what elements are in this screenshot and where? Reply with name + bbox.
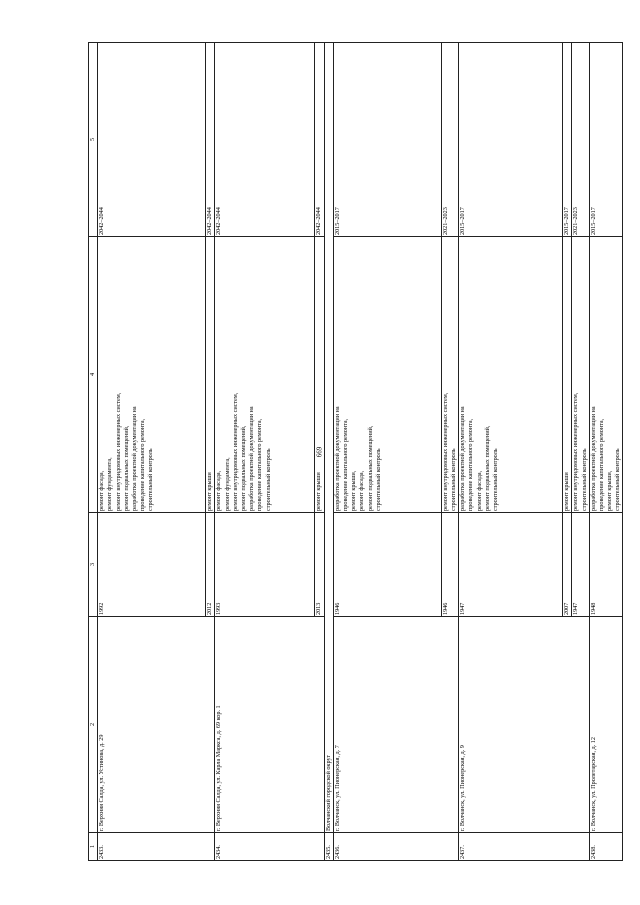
work-item: ремонт фундамента, bbox=[106, 457, 114, 511]
row-number: 2437. bbox=[459, 833, 590, 861]
year-cell: 2013 bbox=[315, 513, 324, 617]
address-cell: г. Волчанск, ул. Пионерская, д. 7 bbox=[333, 617, 458, 833]
work-item: проведение капитального ремонта, bbox=[256, 418, 264, 511]
work-item: ремонт фасада, bbox=[215, 470, 223, 511]
address-cell: г. Верхняя Салда, ул. Карла Маркса, д. 69 кор. 1 bbox=[215, 617, 324, 833]
header-cell-1: 1 bbox=[89, 833, 98, 861]
works-cell bbox=[589, 237, 623, 513]
period-cell: 2042–2044 bbox=[315, 43, 324, 237]
works-cell bbox=[98, 237, 206, 513]
work-item: ремонт подвальных помещений, bbox=[122, 425, 130, 511]
works-cell bbox=[315, 237, 324, 513]
work-item: ремонт подвальных помещений, bbox=[239, 425, 247, 511]
work-item: проведение капитального ремонта, bbox=[597, 418, 605, 511]
period-cell: 2015–2017 bbox=[563, 43, 572, 237]
header-row bbox=[89, 43, 98, 861]
rotated-page-content bbox=[88, 43, 622, 861]
work-item: разработка проектной документации на bbox=[589, 406, 597, 511]
header-cell-2: 2 bbox=[89, 617, 98, 833]
work-item: ремонт фасада, bbox=[475, 470, 483, 511]
work-item: разработка проектной документации на bbox=[130, 406, 138, 511]
work-item: ремонт крыши bbox=[315, 472, 323, 511]
work-item: строительный контроль bbox=[147, 448, 155, 511]
work-item: ремонт крыши bbox=[206, 472, 214, 511]
section-title: Волчанский городской округ bbox=[324, 43, 333, 833]
period-cell: 2021–2023 bbox=[441, 43, 458, 237]
work-item: проведение капитального ремонта, bbox=[467, 418, 475, 511]
section-row bbox=[324, 43, 333, 861]
works-cell bbox=[333, 237, 441, 513]
work-item: разработка проектной документации на bbox=[333, 406, 341, 511]
work-item: ремонт фасада, bbox=[98, 470, 106, 511]
work-item: ремонт крыши bbox=[563, 472, 571, 511]
works-cell bbox=[572, 237, 589, 513]
year-cell: 1993 bbox=[215, 513, 315, 617]
works-cell bbox=[215, 237, 315, 513]
works-cell bbox=[441, 237, 458, 513]
work-item: разработка проектной документации на bbox=[459, 406, 467, 511]
works-cell bbox=[206, 237, 215, 513]
address-cell: г. Верхняя Салда, ул. Устинова, д. 29 bbox=[98, 617, 215, 833]
period-cell: 2042–2044 bbox=[215, 43, 315, 237]
year-cell: 1947 bbox=[459, 513, 563, 617]
works-cell bbox=[459, 237, 563, 513]
year-cell: 2007 bbox=[563, 513, 572, 617]
period-cell: 2015–2017 bbox=[459, 43, 563, 237]
row-number: 2435. bbox=[324, 833, 333, 861]
period-cell: 2042–2044 bbox=[206, 43, 215, 237]
page-number: 669 bbox=[315, 446, 324, 458]
header-cell-4: 4 bbox=[89, 237, 98, 513]
work-item: ремонт фундамента, bbox=[223, 457, 231, 511]
work-item: ремонт подвальных помещений, bbox=[366, 425, 374, 511]
work-item: строительный контроль bbox=[449, 448, 457, 511]
year-cell: 1948 bbox=[589, 513, 623, 617]
work-item: ремонт внутридомовых инженерных систем, bbox=[231, 392, 239, 511]
header-cell-3: 3 bbox=[89, 513, 98, 617]
work-item: ремонт внутридомовых инженерных систем, bbox=[114, 392, 122, 511]
work-item: строительный контроль bbox=[264, 448, 272, 511]
year-cell: 1946 bbox=[333, 513, 441, 617]
table-row bbox=[98, 43, 206, 861]
work-item: строительный контроль bbox=[374, 448, 382, 511]
work-item: ремонт крыши, bbox=[606, 470, 614, 511]
work-item: строительный контроль bbox=[614, 448, 622, 511]
table-body bbox=[89, 43, 623, 861]
table-row bbox=[589, 43, 623, 861]
works-cell bbox=[563, 237, 572, 513]
header-cell-5: 5 bbox=[89, 43, 98, 237]
period-cell: 2015–2017 bbox=[589, 43, 623, 237]
year-cell: 1947 bbox=[572, 513, 589, 617]
table-row bbox=[215, 43, 315, 861]
work-item: проведение капитального ремонта, bbox=[139, 418, 147, 511]
year-cell: 1946 bbox=[441, 513, 458, 617]
table-row bbox=[459, 43, 563, 861]
year-cell: 2012 bbox=[206, 513, 215, 617]
work-item: проведение капитального ремонта, bbox=[341, 418, 349, 511]
address-cell: г. Волчанск, ул. Пионерская, д. 9 bbox=[459, 617, 590, 833]
repair-schedule-table bbox=[88, 42, 623, 861]
work-item: ремонт крыши, bbox=[350, 470, 358, 511]
row-number: 2433. bbox=[98, 833, 215, 861]
work-item: строительный контроль bbox=[580, 448, 588, 511]
work-item: разработка проектной документации на bbox=[248, 406, 256, 511]
row-number: 2434. bbox=[215, 833, 324, 861]
period-cell: 2021–2023 bbox=[572, 43, 589, 237]
row-number: 2436. bbox=[333, 833, 458, 861]
address-cell: г. Волчанск, ул. Пролетарская, д. 12 bbox=[589, 617, 623, 833]
work-item: ремонт подвальных помещений, bbox=[483, 425, 491, 511]
period-cell: 2015–2017 bbox=[333, 43, 441, 237]
work-item: ремонт фасада, bbox=[358, 470, 366, 511]
work-item: ремонт внутридомовых инженерных систем, bbox=[572, 392, 580, 511]
year-cell: 1992 bbox=[98, 513, 206, 617]
row-number: 2438. bbox=[589, 833, 623, 861]
period-cell: 2042–2044 bbox=[98, 43, 206, 237]
work-item: ремонт внутридомовых инженерных систем, bbox=[441, 392, 449, 511]
table-row bbox=[333, 43, 441, 861]
work-item: строительный контроль bbox=[491, 448, 499, 511]
